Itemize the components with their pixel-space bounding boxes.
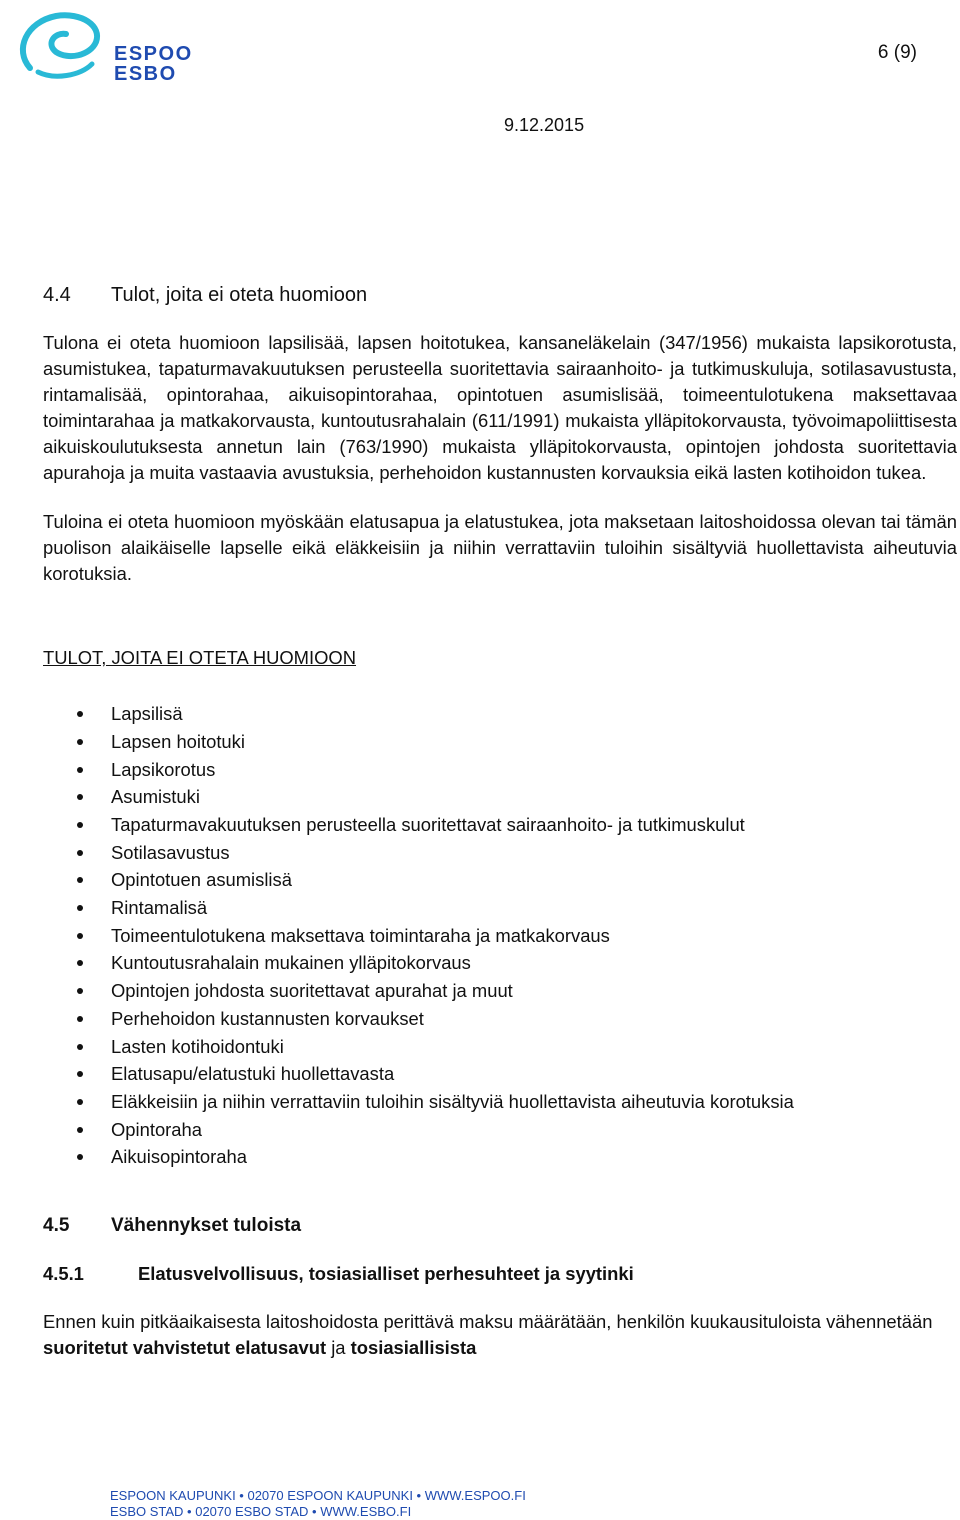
document-date: 9.12.2015 bbox=[504, 115, 585, 135]
section-heading-4-4 bbox=[43, 280, 957, 310]
list-item: Elatusapu/elatustuki huollettavasta bbox=[43, 1060, 957, 1088]
section-number: 4.4 bbox=[43, 284, 71, 306]
list-item: Perhehoidon kustannusten korvaukset bbox=[43, 1005, 957, 1033]
section-heading-4-5-1 bbox=[43, 1261, 957, 1287]
list-item: Lapsen hoitotuki bbox=[43, 728, 957, 756]
bullet-icon bbox=[77, 1044, 83, 1050]
bullet-icon bbox=[77, 767, 83, 773]
list-item: Kuntoutusrahalain mukainen ylläpitokorvaus bbox=[43, 949, 957, 977]
bullet-icon bbox=[77, 1127, 83, 1133]
list-item: Opintoraha bbox=[43, 1116, 957, 1144]
footer-line-finnish: ESPOON KAUPUNKI • 02070 ESPOON KAUPUNKI • WWW.ESPOO.FI bbox=[110, 1488, 526, 1503]
list-item: Toimeentulotukena maksettava toimintaraha ja matkakorvaus bbox=[43, 922, 957, 950]
subsection-title: Elatusvelvollisuus, tosiasialliset perhesuhteet ja syytinki bbox=[138, 1263, 634, 1285]
page-number: 6 (9) bbox=[877, 42, 917, 63]
logo-line-esbo: ESBO bbox=[114, 63, 177, 85]
list-item: Lapsilisä bbox=[43, 700, 957, 728]
section-title: Vähennykset tuloista bbox=[111, 1215, 302, 1237]
list-item: Opintojen johdosta suoritettavat apurahat ja muut bbox=[43, 977, 957, 1005]
subsection-number: 4.5.1 bbox=[43, 1263, 84, 1285]
espoo-logo bbox=[10, 6, 200, 86]
logo-line-espoo: ESPOO bbox=[114, 43, 193, 65]
bullet-icon bbox=[77, 1016, 83, 1022]
list-item: Sotilasavustus bbox=[43, 839, 957, 867]
list-item: Lasten kotihoidontuki bbox=[43, 1033, 957, 1061]
bullet-icon bbox=[77, 988, 83, 994]
paragraph-excluded-income: Tulona ei oteta huomioon lapsilisää, lapsen hoitotukea, kansaneläkelain (347/1956) mukaista lapsikorotusta, asumistukea, tapaturmavakuutuksen perusteella suoritettavia sairaanhoito- ja tutkimuskuluja, sotilasavustusta, rintamalisää, opintorahaa, aikuisopintorahaa, opintotuen asumislisää, toimeentulotukena maksettavaa toimintarahaa ja matkakorvausta, kuntoutusrahalain (611/1991) mukaista ylläpitokorvausta, työvoimapoliittisesta aikuiskoulutuksesta annetun lain (763/1990) mukaista ylläpitokorvausta, opintojen johdosta suoritettavia apurahoja ja muita vastaavia avustuksia, perhehoidon kustannusten korvauksia eikä lasten kotihoidon tukea. bbox=[43, 332, 957, 483]
bold-phrase: tosiasiallisista bbox=[350, 1337, 477, 1359]
bullet-icon bbox=[77, 850, 83, 856]
section-heading-4-5 bbox=[43, 1213, 957, 1239]
document-body bbox=[43, 280, 957, 1361]
bullet-icon bbox=[77, 933, 83, 939]
excluded-income-list bbox=[43, 700, 957, 1171]
espoo-swirl-icon bbox=[10, 6, 110, 86]
paragraph-maintenance-allowance: Tuloina ei oteta huomioon myöskään elatusapua ja elatustukea, jota maksetaan laitoshoidossa olevan tai tämän puolison alaikäiselle lapselle eikä eläkkeisiin ja niihin verrattaviin tuloihin sisältyviä huollettavista aiheutuvia korotuksia. bbox=[43, 511, 957, 585]
logo-wordmark bbox=[114, 44, 193, 84]
bold-phrase: suoritetut vahvistetut elatusavut bbox=[43, 1337, 327, 1359]
list-item: Asumistuki bbox=[43, 783, 957, 811]
bullet-icon bbox=[77, 905, 83, 911]
list-item: Tapaturmavakuutuksen perusteella suoritettavat sairaanhoito- ja tutkimuskulut bbox=[43, 811, 957, 839]
bullet-icon bbox=[77, 739, 83, 745]
paragraph-deductions: Ennen kuin pitkäaikaisesta laitoshoidosta perittävä maksu määrätään, henkilön kuukausituloista vähennetään suoritetut vahvistetut elatusavut ja tosiasiallisista bbox=[43, 1311, 933, 1359]
bullet-icon bbox=[77, 794, 83, 800]
list-item: Aikuisopintoraha bbox=[43, 1143, 957, 1171]
page-footer bbox=[110, 1488, 526, 1520]
section-number: 4.5 bbox=[43, 1215, 70, 1237]
list-item: Opintotuen asumislisä bbox=[43, 866, 957, 894]
bullet-icon bbox=[77, 877, 83, 883]
footer-line-swedish: ESBO STAD • 02070 ESBO STAD • WWW.ESBO.FI bbox=[110, 1504, 412, 1519]
list-item: Eläkkeisiin ja niihin verrattaviin tuloihin sisältyviä huollettavista aiheutuvia korotuksia bbox=[43, 1088, 957, 1116]
excluded-income-list-heading: TULOT, JOITA EI OTETA HUOMIOON bbox=[43, 647, 357, 669]
bullet-icon bbox=[77, 1154, 83, 1160]
bullet-icon bbox=[77, 822, 83, 828]
section-title: Tulot, joita ei oteta huomioon bbox=[111, 284, 368, 306]
bullet-icon bbox=[77, 711, 83, 717]
bullet-icon bbox=[77, 1099, 83, 1105]
list-item: Rintamalisä bbox=[43, 894, 957, 922]
bullet-icon bbox=[77, 1071, 83, 1077]
list-item: Lapsikorotus bbox=[43, 756, 957, 784]
bullet-icon bbox=[77, 960, 83, 966]
